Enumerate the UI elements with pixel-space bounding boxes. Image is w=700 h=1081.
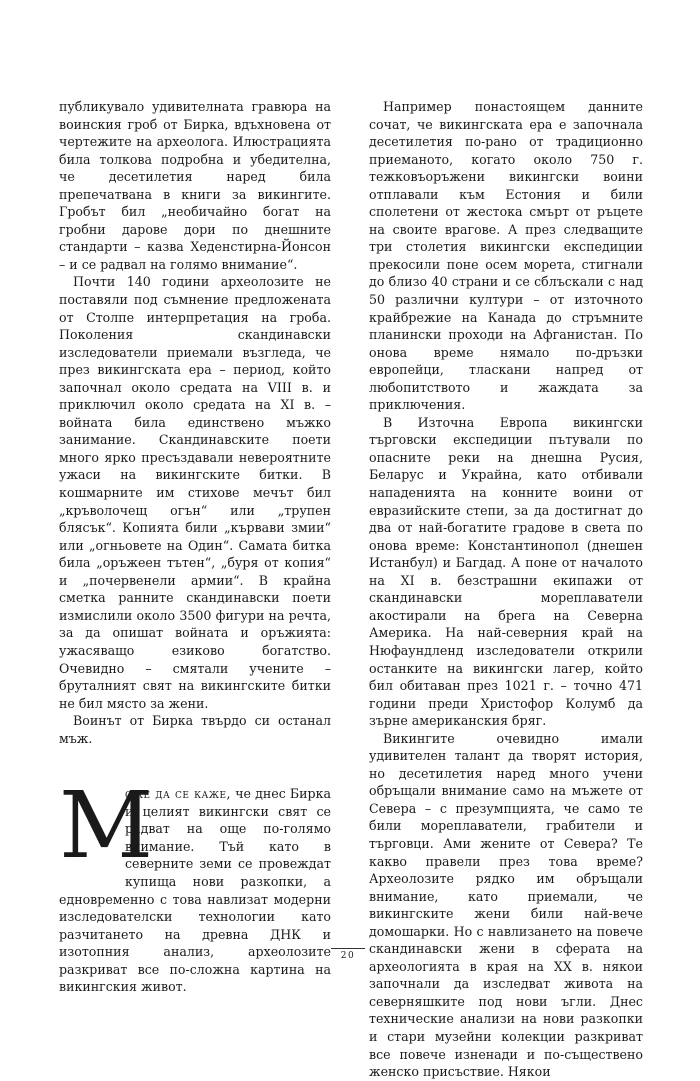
paragraph: Викингите очевидно имали удивителен талант да творят история, но десетилетия наред много учени обръщали внимание само на мъжете от Севера – с презумпцията, че само те били мореплаватели, грабители и търговци. Ами жените от Севера? Те какво правели през това време? Археолозите рядко им обръщали внимание, като приемали, че викингските жени били най-вече домошарки. Но с навлизането на повече скандинавски жени в сферата на археологията в края на XX в. някои започнали да изследват живота на северняшките под нови ъгли. Днес технические анализи на нови разкопки и стари музейни колекции разкриват все повече изненади и по-съществено женско присъствие. Някои (369, 730, 643, 1080)
page-number: 20 (340, 951, 356, 961)
paragraph: Почти 140 години археолозите не поставяли под съмнение предложената от Столпе интерпретация на гроба. Поколения скандинавски изследователи приемали възгледа, че през викингската ера – период, който започнал около средата на VIII в. и приключил около средата на XI в. – войната била единствено мъжко занимание. Скандинавските поети много ярко пресъздавали невероятните ужаси на викингските битки. В кошмарните им стихове мечът бил „кръволочещ огън“ или „трупен блясък“. Копията били „кървави змии“ или „огньовете на Один“. Самата битка била „оръжеен тътен“, „буря от копия“ и „почервенели армии“. В крайна сметка ранните скандинавски поети измислили около 3500 фигури на речта, за да опишат войната и оръжията: ужасяващо езиково богатство. Очевидно – смятали учените – бруталният свят на викингските битки не бил място за жени. (59, 274, 331, 711)
paragraph: В Източна Европа викингски търговски експедиции пътували по опасните реки на днешна Русия, Беларус и Украйна, като отбивали нападенията на конните воини от евразийските степи, за да достигнат до два от най-богатите градове в света по онова време: Константинопол (днешен Истанбул) и Багдад. А поне от началото на XI в. безстрашни екипажи от скандинавски мореплаватели акостирали на брега на Северна Америка. На най-северния край на Нюфаундленд изследователи открили останките на викингски лагер, който бил обитаван през 1021 г. – точно 471 години преди Христофор Колумб да зърне американския бряг. (369, 414, 643, 729)
paragraph: Воинът от Бирка твърдо си останал мъж. (59, 713, 331, 746)
paragraph: Например понастоящем данните сочат, че викингската ера е започнала десетилетия по-рано от традиционно приеманото, когато около 750 г. тежковъоръжени викингски воини отплавали към Естония и били сполетени от жестока смърт от ръцете на своите врагове. А през следващите три столетия викингски експедиции прекосили поне осем морета, стигнали до близо 40 страни и се сблъскали с над 50 различни култури – от източното крайбрежие на Канада до стръмните планински проходи на Афганистан. По онова време нямало по-дръзки европейци, тласкани напред от любопитството и жаждата за приключения. (369, 99, 643, 413)
paragraph: публикувало удивителната гравюра на воинския гроб от Бирка, вдъхновена от чертежите на археолога. Илюстрацията била толкова подробна и убедителна, че десетилетия наред била препечатвана в книги за викингите. Гробът бил „необичайно богат на гробни дарове дори по днешните стандарти – казва Хеденстирна-Йонсон – и се радвал на голямо внимание“. (59, 99, 331, 272)
lead-in-text: оже да се каже, (125, 786, 232, 802)
right-column (369, 98, 643, 1081)
section-body-text: че днес Бирка и целият викингски свят се радват на още по-голямо внимание. Тъй като в северните земи се провеждат купища нови разкопки, а едновременно с това навлизат модерни изследователски технологии като разчитането на древна ДНК и изотопния анализ, археолозите разкриват все по-сложна картина на викингския живот. (59, 786, 331, 995)
left-column (59, 98, 331, 996)
drop-cap: М (59, 772, 154, 880)
page-number-rule (331, 948, 365, 949)
section-opening (59, 772, 331, 996)
